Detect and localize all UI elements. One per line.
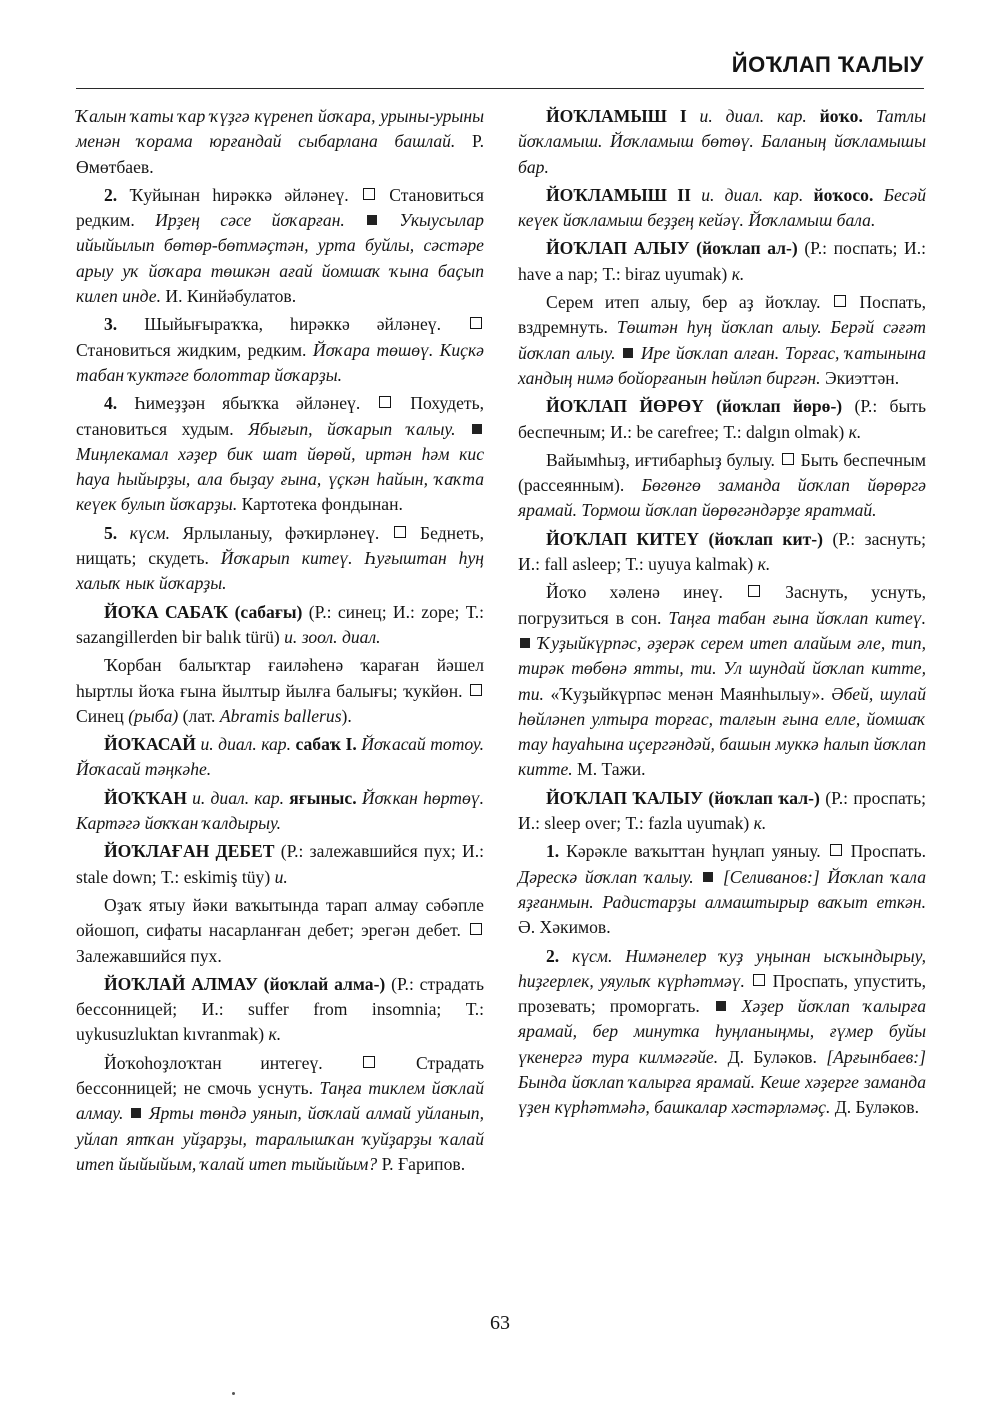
dictionary-paragraph (518, 527, 926, 578)
entry-text: Становиться редким. (76, 184, 484, 231)
entry-text (694, 867, 702, 887)
entry-text: Р. Өмөтбаев. (76, 131, 484, 177)
entry-text: М. Тажи. (572, 759, 646, 780)
entry-text: Д. Буләков. (718, 1046, 827, 1067)
example-marker-icon (131, 1108, 141, 1118)
dictionary-paragraph (76, 786, 484, 837)
entry-text (699, 529, 708, 549)
entry-text: (Р.: поспать; И.: have a nap; Т.: biraz uyumak) (518, 238, 927, 284)
entry-text (345, 210, 365, 230)
right-column (518, 104, 926, 1124)
entry-headword: ЙОҠЛАП ЙӨРӨҮ (546, 396, 704, 417)
entry-text: (Р.: залежавшийся пух; И.: stale down; Т.: eskimiş tüy) (76, 841, 484, 887)
translation-marker-icon (394, 526, 406, 538)
entry-text: (Р.: проспать; И.: sleep over; Т.: fazla uyumak) (518, 787, 926, 834)
entry-italic-text: Әбей, шулай һөйләнеп ултыра торғас, талғын ғына елле, йомшаҡ тау һауаһына иҫергәндәй, башын муккә һалып йоҡлап китте. (518, 683, 926, 780)
entry-text (863, 106, 876, 126)
example-marker-icon (367, 215, 377, 225)
entry-text: Становиться жидким, редким. (76, 339, 313, 360)
entry-text (612, 946, 625, 966)
example-marker-icon (703, 872, 713, 882)
entry-text: Д. Буләков. (830, 1097, 919, 1118)
entry-text: (лат. (178, 705, 220, 726)
entry-italic-text: Хәҙер йоҡлап ҡалырға ярамай, бер минутка һуңланыңмы, ғүмер буйы үкенергә тура килмәгәйе. (518, 996, 926, 1067)
entry-text (123, 1103, 129, 1123)
entry-text: Р. Ғарипов. (377, 1153, 466, 1174)
entry-italic-text: Миңлекамал хәҙер бик шат йөрөй, иртән һәм кис һауа һыйырҙы, ала быҙау ғына, үҫкән һайын, ҡаҡта кеүек булып йоҡарҙы. (76, 443, 484, 515)
entry-bold-text: сабаҡ I. (295, 734, 357, 755)
entry-text: Кәрәкле ваҡыттан һуңлап уяныу. (559, 841, 828, 862)
entry-text (455, 419, 470, 439)
translation-marker-icon (470, 684, 482, 696)
entry-bold-text: 2. (104, 184, 118, 205)
entry-italic-text: к. (753, 813, 767, 834)
dictionary-paragraph (76, 732, 484, 783)
entry-italic-text: Йоҡара төшөү. Киҫкә табан ҡуктәге болоттар йоҡарҙы. (76, 339, 484, 385)
entry-italic-text: Abramis ballerus (219, 705, 342, 726)
entry-text: (Р.: заснуть; И.: fall asleep; Т.: uyuya kalmak) (518, 528, 926, 575)
translation-marker-icon (363, 188, 375, 200)
entry-headword: ЙОҠЛАП КИТЕҮ (546, 528, 700, 549)
dictionary-paragraph (518, 290, 926, 391)
entry-text: Йоҡо хәленә инеү. (546, 582, 747, 603)
entry-text: (Р.: синец; И.: zope; Т.: sazangillerden bir balık türü) (76, 601, 484, 647)
entry-headword: ЙОҠҠАН (104, 787, 187, 808)
translation-marker-icon (470, 317, 482, 329)
dictionary-paragraph (518, 944, 926, 1121)
entry-text: Страдать бессонницей; не смочь уснуть. (76, 1052, 484, 1098)
entry-text: «Ҡуҙыйкүрпәс менән Маянһылыу». (543, 683, 832, 704)
dictionary-paragraph (76, 972, 484, 1048)
entry-text: Поспать, вздремнуть. (518, 292, 926, 338)
entry-text: Экиэттән. (820, 367, 900, 388)
dictionary-paragraph (518, 580, 926, 782)
entry-text: Синец (76, 705, 129, 726)
page-number: 63 (490, 1312, 510, 1334)
entry-italic-text: и. (274, 866, 288, 887)
entry-italic-text: Ҡалын ҡаты ҡар ҡүҙгә күренеп йоҡара, урыны-урыны менән ҡорама юрғандай сыбарлана башлай. (76, 106, 484, 152)
entry-text: Проспать, упустить, прозевать; проморгать. (518, 970, 926, 1017)
entry-text (745, 971, 751, 991)
entry-text: Серем итеп алыу, бер аҙ йоҡлау. (546, 292, 832, 313)
entry-italic-text: (рыба) (128, 705, 179, 726)
entry-italic-text: Татлы йоҡламыш. Йоҡламыш бөтөү. Баланың йоҡламышы бар. (518, 106, 926, 177)
entry-italic-text: и. диал. кар. (699, 106, 807, 126)
scan-speck (232, 1392, 235, 1395)
dictionary-paragraph (76, 653, 484, 729)
entry-text: Залежавшийся пух. (76, 945, 222, 966)
entry-italic-text: күсм. (129, 522, 171, 543)
entry-text: Похудеть, становиться худым. (76, 393, 484, 439)
dictionary-paragraph (518, 236, 926, 287)
translation-marker-icon (782, 453, 794, 465)
entry-text: Беднеть, нищать; скудеть. (76, 522, 485, 569)
entry-text: Оҙаҡ ятыу йәки ваҡытында тарап алмау сәбәпле ойошоп, сифаты насарланған дебет; эрегән дебет. (76, 894, 484, 941)
entry-bold-text: (йоҡлап ал-) (696, 238, 798, 259)
entry-text: (Р.: страдать бессонницей; И.: suffer from insomnia; Т.: uykusuzluktan kıvranmak) (76, 973, 484, 1045)
dictionary-paragraph (518, 839, 926, 940)
entry-text (117, 523, 129, 543)
entry-italic-text: күсм. (571, 945, 613, 966)
entry-italic-text: Ярты төндә уянып, йоҡлай алмай уйланып, уйлап ятҡан уйҙарҙы, таралышҡан ҡуйҙарҙы ҡалай итеп йыйыйым, ҡалай итеп тыйыйым? (76, 1103, 484, 1174)
dictionary-paragraph (76, 183, 484, 309)
entry-headword: ЙОҠЛАП АЛЫУ (546, 238, 690, 259)
entry-italic-text: и. диал. кар. (192, 787, 285, 808)
translation-marker-icon (753, 974, 765, 986)
entry-bold-text: 1. (546, 841, 560, 862)
entry-italic-text: Йоҡасай тотоу. Йоҡасай тәңкәһе. (76, 734, 484, 780)
entry-text: Шыйығыраҡҡа, һирәккә әйләнеү. (117, 314, 468, 335)
entry-text (616, 343, 622, 363)
entry-italic-text: Укыусылар ийыйылып бөтөр-бөтмәҫтән, урта буйлы, сәстәре арыу уҡ йоҡара төшкән ағай йомшаҡ ҡына баҫып килеп инде. (76, 210, 484, 307)
entry-italic-text: Дәрескә йоҡлап ҡалыу. (518, 866, 694, 887)
entry-text (803, 185, 813, 205)
entry-headword: ЙОҠАСАЙ (104, 734, 196, 755)
dictionary-paragraph (518, 104, 926, 180)
translation-marker-icon (470, 923, 482, 935)
entry-italic-text: и. зоол. диал. (284, 626, 381, 647)
example-marker-icon (520, 638, 530, 648)
entry-italic-text: [Арғынбаев:] Бында йоҡлап ҡалырға ярамай. Кеше хәҙерге заманда үҙен күрһәтмәһә, башкалар хәстәрләмәҫ. (518, 1046, 926, 1118)
translation-marker-icon (363, 1056, 375, 1068)
entry-text (559, 946, 572, 966)
entry-bold-text: яғыныс. (289, 787, 357, 808)
entry-bold-text: 4. (104, 393, 118, 414)
entry-italic-text: к. (757, 554, 771, 575)
entry-bold-text: (йоҡлап кит-) (708, 528, 824, 549)
entry-bold-text: йоҡосо. (813, 184, 874, 205)
translation-marker-icon (379, 396, 391, 408)
running-header-title: ЙОҠЛАП ҠАЛЫУ (731, 52, 924, 77)
entry-text: ). (341, 705, 352, 726)
entry-text (807, 106, 820, 126)
dictionary-paragraph (518, 394, 926, 445)
entry-text: Һимеҙҙән ябыҡҡа әйләнеү. (117, 393, 378, 414)
entry-bold-text: (йоҡлап йөрө-) (716, 396, 843, 417)
entry-bold-text: (сабағы) (234, 601, 303, 622)
entry-headword: ЙОҠЛАМЫШ II (546, 184, 691, 205)
entry-bold-text: (йоҡлай алма-) (263, 973, 386, 994)
entry-italic-text: и. диал. кар. (200, 734, 291, 755)
dictionary-paragraph (76, 521, 484, 597)
example-marker-icon (716, 1001, 726, 1011)
entry-text: Быть беспечным (рассеянным). (518, 449, 926, 496)
entry-italic-text: Төштән һуң йоҡлап алыу. Берәй сәғәт йоҡлап алыу. (518, 317, 926, 363)
entry-italic-text: Йоҡкан һөртөү. Картәгә йоҡҡан ҡалдырыу. (76, 787, 484, 834)
translation-marker-icon (748, 585, 760, 597)
dictionary-paragraph (76, 839, 484, 890)
entry-text: Ярлыланыу, фәҡирләнеү. (170, 522, 392, 543)
entry-italic-text: к. (731, 263, 745, 284)
dictionary-paragraph (76, 1051, 484, 1177)
entry-italic-text: Йоҡарып китеү. Һуғыштан һуң халыҡ нык йоҡарҙы. (76, 548, 484, 594)
entry-text: Йоҡоһоҙлоҡтан интегеү. (104, 1052, 362, 1073)
entry-italic-text: Ире йоҡлап алған. Торғас, ҡатынына хандың нимә бойорғанын һөйләп биргән. (518, 342, 926, 388)
entry-text (704, 396, 716, 416)
entry-italic-text: Бөгөнгө заманда йоҡлап йөрөргә ярамай. Тормош йоҡлап йөрөгәндәрҙе яратмай. (518, 475, 926, 521)
entry-text: (Р.: быть беспечным; И.: be carefree; Т.: dalgın olmak) (518, 396, 927, 442)
entry-italic-text: Нимәнелер ҡуҙ уңынан ысҡындырыу, һиҙгерлек, уяулыҡ күрһәтмәү. (518, 945, 926, 991)
entry-bold-text: йоҡо. (819, 106, 863, 126)
entry-italic-text: Ирҙең сәсе йоҡарған. (155, 210, 345, 231)
entry-text: И. Кинйәбулатов. (161, 286, 297, 307)
entry-italic-text: Ябығып, йоҡарып ҡалыу. (248, 418, 456, 439)
entry-text: Вайымһыҙ, иғтибарһыҙ булыу. (546, 449, 780, 470)
entry-italic-text: к. (848, 421, 862, 442)
entry-bold-text: 2. (546, 945, 560, 966)
entry-text: Ҡуйынан һирәккә әйләнеү. (117, 184, 361, 205)
entry-italic-text: и. диал. кар. (701, 184, 804, 205)
dictionary-paragraph (518, 448, 926, 524)
entry-italic-text: Таңға табан ғына йоҡлап китеү. (668, 607, 926, 628)
dictionary-paragraph (76, 893, 484, 969)
entry-text (687, 106, 700, 126)
entry-italic-text: Ҡуҙыйкүрпәс, әҙерәк серем итеп алайым әле, тип, тирәк төбөнә ятты, ти. Ул шундай йоҡлап китте, ти. (518, 632, 926, 704)
entry-headword: ЙОҠЛАМЫШ I (546, 106, 687, 126)
entry-text: Заснуть, уснуть, погрузиться в сон. (518, 582, 926, 628)
entry-italic-text: Бесәй кеүек йоҡламыш беҙҙең кейәү. Йоҡламыш бала. (518, 184, 926, 231)
entry-headword: ЙОҠЛАП ҠАЛЫУ (546, 787, 703, 808)
dictionary-paragraph (76, 391, 484, 517)
entry-headword: ЙОҠА САБАҠ (104, 601, 229, 622)
example-marker-icon (472, 424, 482, 434)
entry-text (691, 185, 701, 205)
entry-italic-text: Таңға тиклем йоҡлай алмау. (76, 1077, 484, 1124)
entry-italic-text: к. (268, 1024, 282, 1045)
entry-text: Ҡорбан балыҡтар ғаиләһенә ҡараған йәшел һыртлы йоҡа ғына йылтыр йылға балығы; ҡукйөн. (76, 655, 484, 701)
dictionary-paragraph (76, 104, 484, 180)
translation-marker-icon (830, 844, 842, 856)
entry-headword: ЙОҠЛАҒАН ДЕБЕТ (104, 841, 275, 862)
entry-text: Картотека фондынан. (237, 494, 403, 515)
dictionary-paragraph (518, 183, 926, 234)
dictionary-paragraph (76, 312, 484, 388)
entry-italic-text: [Селиванов:] Йоҡлап ҡала яҙғанмын. Радистарҙы алмаштырыр ваҡыт еткән. (518, 866, 926, 912)
translation-marker-icon (834, 295, 846, 307)
entry-text (873, 185, 883, 205)
entry-bold-text: 5. (104, 522, 118, 543)
entry-headword: ЙОҠЛАЙ АЛМАУ (104, 973, 258, 994)
running-header (76, 50, 924, 89)
entry-bold-text: (йоҡлап ҡал-) (708, 787, 820, 808)
dictionary-paragraph (76, 600, 484, 651)
example-marker-icon (623, 348, 633, 358)
entry-text: Проспать. (843, 841, 926, 862)
entry-text: Ә. Хәкимов. (518, 917, 611, 938)
dictionary-paragraph (518, 786, 926, 837)
entry-bold-text: 3. (104, 314, 118, 335)
left-column (76, 104, 484, 1180)
